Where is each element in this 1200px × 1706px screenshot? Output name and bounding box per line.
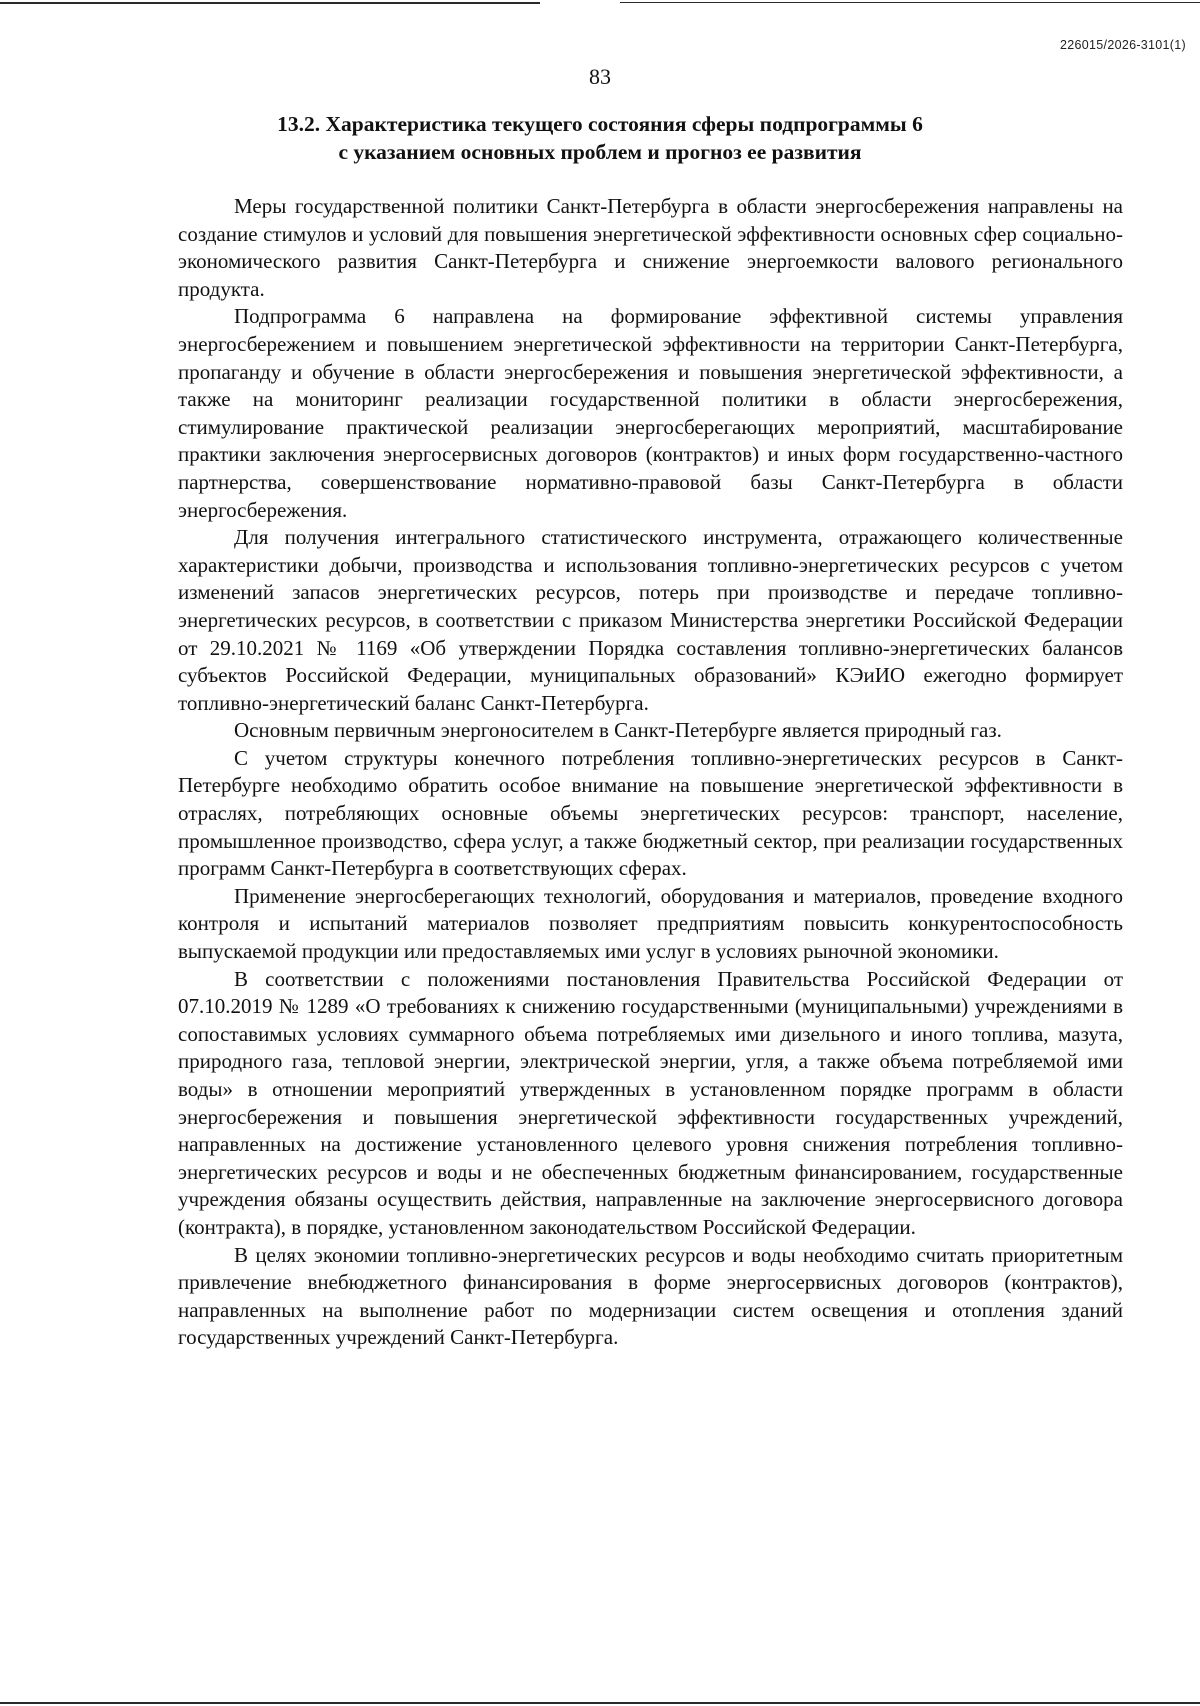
paragraph: Для получения интегрального статистического инструмента, отражающего количественные характеристики добычи, производства и использования топливно-энергетических ресурсов с учетом изменений запасов энергетических ресурсов, потерь при производстве и передаче топливно-энергетических ресурсов, в соответствии с приказом Министерства энергетики Российской Федерации от 29.10.2021 № 1169 «Об утверждении Порядка составления топливно-энергетических балансов субъектов Российской Федерации, муниципальных образований» КЭиИО ежегодно формирует топливно-энергетический баланс Санкт-Петербурга.: [178, 525, 1123, 715]
scan-edge-bottom: [0, 1702, 1200, 1704]
paragraph: Основным первичным энергоносителем в Санкт-Петербурге является природный газ.: [234, 718, 1002, 743]
paragraph: Подпрограмма 6 направлена на формирование эффективной системы управления энергосбережением и повышением энергетической эффективности на территории Санкт-Петербурга, пропаганду и обучение в области энергосбережения и повышения энергетической эффективности, а также на мониторинг реализации государственной политики в области энергосбережения, стимулирование практической реализации энергосберегающих мероприятий, масштабирование практики заключения энергосервисных договоров (контрактов) и иных форм государственно-частного партнерства, совершенствование нормативно-правовой базы Санкт-Петербурга в области энергосбережения.: [178, 304, 1123, 522]
paragraph: Меры государственной политики Санкт-Петербурга в области энергосбережения направлены на создание стимулов и условий для повышения энергетической эффективности основных сфер социально-экономического развития Санкт-Петербурга и снижение энергоемкости валового регионального продукта.: [178, 194, 1123, 301]
document-id: 226015/2026-3101(1): [1060, 38, 1186, 52]
paragraph: Применение энергосберегающих технологий, оборудования и материалов, проведение входного контроля и испытаний материалов позволяет предприятиям повысить конкурентоспособность выпускаемой продукции или предоставляемых ими услуг в условиях рыночной экономики.: [178, 883, 1123, 964]
document-body: [178, 193, 1123, 1352]
scan-edge-top-left: [0, 2, 540, 4]
paragraph: В соответствии с положениями постановления Правительства Российской Федерации от 07.10.2019 № 1289 «О требованиях к снижению государственными (муниципальными) учреждениями в сопоставимых условиях суммарного объема потребляемых ими дизельного и иного топлива, мазута, природного газа, тепловой энергии, электрической энергии, угля, а также объема потребляемой ими воды» в отношении мероприятий утвержденных в установленном порядке программ в области энергосбережения и повышения энергетической эффективности государственных учреждений, направленных на достижение установленного целевого уровня снижения потребления топливно-энергетических ресурсов и воды и не обеспеченных бюджетным финансированием, государственные учреждения обязаны осуществить действия, направленные на заключение энергосервисного договора (контракта), в порядке, установленном законодательством Российской Федерации.: [178, 966, 1123, 1239]
section-heading-line-2: с указанием основных проблем и прогноз ее развития: [338, 140, 862, 164]
section-heading: [0, 110, 1200, 166]
paragraph: С учетом структуры конечного потребления топливно-энергетических ресурсов в Санкт-Петербурге необходимо обратить особое внимание на повышение энергетической эффективности в отраслях, потребляющих основные объемы энергетических ресурсов: транспорт, население, промышленное производство, сфера услуг, а также бюджетный сектор, при реализации государственных программ Санкт-Петербурга в соответствующих сферах.: [178, 745, 1123, 881]
scan-edge-top-right: [620, 2, 1200, 3]
section-heading-line-1: 13.2. Характеристика текущего состояния сферы подпрограммы 6: [277, 112, 923, 136]
paragraph: В целях экономии топливно-энергетических ресурсов и воды необходимо считать приоритетным привлечение внебюджетного финансирования в форме энергосервисных договоров (контрактов), направленных на выполнение работ по модернизации систем освещения и отопления зданий государственных учреждений Санкт-Петербурга.: [178, 1242, 1123, 1350]
page-number: 83: [589, 64, 611, 89]
